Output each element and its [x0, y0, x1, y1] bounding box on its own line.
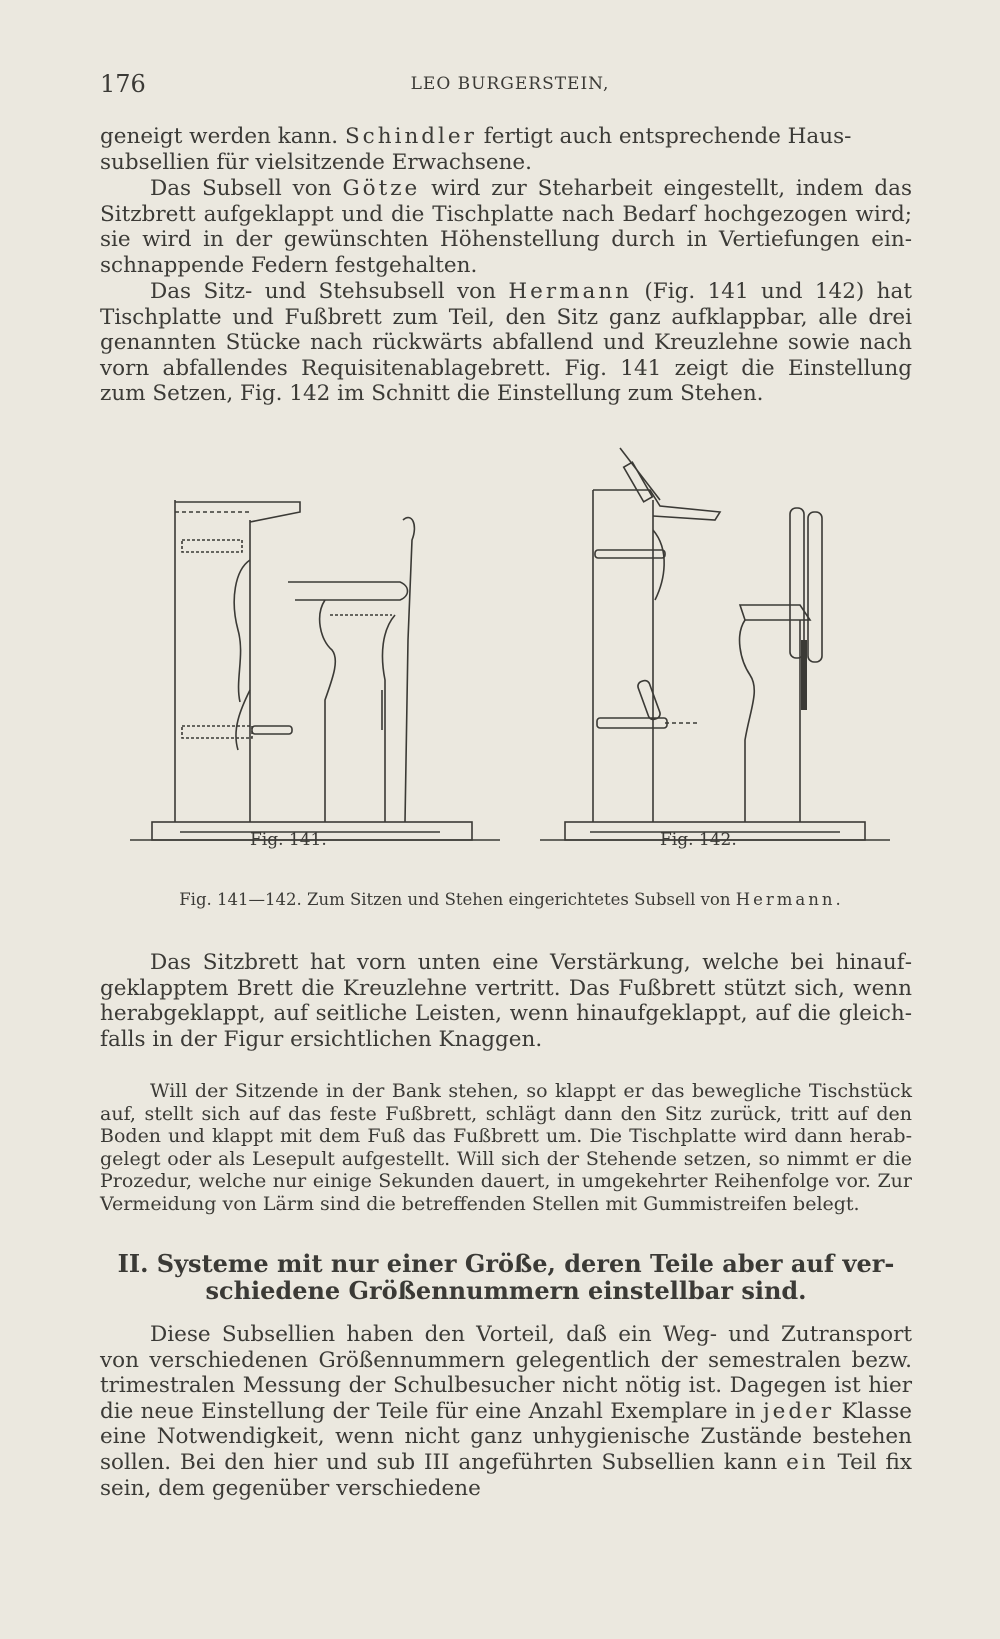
paragraph-4: Das Sitzbrett hat vorn unten eine Verstärkung, welche bei hinaufgeklapptem Brett die Kreuzlehne vertritt. Das Fußbrett stützt sich, wenn herabgeklappt, auf seitliche Leisten, wenn hinaufgeklappt, auf die gleichfalls in der Figur ersichtlichen Knaggen. — [100, 950, 912, 1052]
caption-name: Hermann — [735, 890, 836, 909]
page-header — [100, 70, 920, 100]
p6-text-e: Teil fix sein, dem gegenüber verschiedene — [100, 1449, 913, 1501]
figure-area — [100, 440, 920, 870]
caption-end: . — [835, 890, 841, 909]
p3-text-c: (Fig. 141 und 142) hat Tischplatte und Fußbrett zum Teil, den Sitz ganz aufklappbar, alle drei genannten Stücke nach rückwärts abfallend und Kreuzlehne sowie nach vorn abfallendes Requisitenablagebrett. Fig. 141 zeigt die Einstellung zum Setzen, Fig. 142 im Schnitt die Einstellung zum Stehen. — [100, 279, 912, 407]
figure-caption — [100, 890, 920, 909]
name-goetze: Götze — [342, 176, 421, 201]
paragraph-5-small-print: Will der Sitzende in der Bank stehen, so klappt er das bewegliche Tischstück auf, stellt sich auf das feste Fußbrett, schlägt dann den Sitz zurück, tritt auf den Boden und klappt mit dem Fuß das Fußbrett um. Die Tischplatte wird dann herabgelegt oder als Lesepult aufgestellt. Will sich der Stehende setzen, so nimmt er die Prozedur, welche nur einige Sekunden dauert, in umgekehrter Reihenfolge vor. Zur Vermeidung von Lärm sind die betreffenden Stellen mit Gummistreifen belegt. — [100, 1080, 912, 1215]
p1-text-c: fertigt auch entsprechende Haus- — [476, 124, 852, 149]
p2-text-c: wird zur Steharbeit eingestellt, indem das Sitzbrett aufgeklappt und die Tischplatte nach Bedarf hochgezogen wird; sie wird in der gewünschten Höhenstellung durch in Vertiefungen einschnappende Federn festgehalten. — [100, 176, 912, 278]
fig-142-label: Fig. 142. — [660, 830, 737, 850]
p1-text-a: geneigt werden kann. — [100, 124, 345, 149]
p6-emph-jeder: jeder — [762, 1398, 835, 1424]
section-title-text: Systeme mit nur einer Größe, deren Teile aber auf verschiedene Größennummern einstellbar sind. — [156, 1249, 895, 1305]
p2-text-a: Das Subsell von — [150, 176, 343, 201]
p1-line-2: subsellien für vielsitzende Erwachsene. — [100, 149, 532, 175]
p6-emph-ein: ein — [786, 1449, 829, 1475]
fig-142-drawing — [540, 448, 890, 840]
caption-text: Fig. 141—142. Zum Sitzen und Stehen eingerichtetes Subsell von — [179, 890, 736, 909]
fig-141-label: Fig. 141. — [250, 830, 327, 850]
section-heading — [100, 1250, 912, 1304]
p6-text-a: Diese Subsellien haben den Vorteil, daß ein Weg- und Zutransport von verschiedenen Größennummern gelegentlich der semestralen bezw. trimestralen Messung der Schulbesucher nicht nötig ist. Dagegen ist hier die neue Einstellung der Teile für eine Anzahl Exemplare in — [100, 1322, 912, 1424]
paragraph-1 — [100, 124, 912, 175]
section-number: II. — [117, 1249, 149, 1278]
bench-drawings — [100, 440, 920, 870]
running-head: LEO BURGERSTEIN, — [410, 74, 610, 94]
page-number: 176 — [100, 70, 146, 98]
name-schindler: Schindler — [344, 124, 477, 149]
p3-text-a: Das Sitz- und Stehsubsell von — [150, 279, 509, 304]
fig-141-drawing — [130, 500, 500, 840]
p6-text-c: Klasse eine Notwendigkeit, wenn nicht ganz unhygienische Zustände bestehen sollen. Bei den hier und sub III angeführten Subsellien kann — [100, 1398, 912, 1475]
paragraph-2 — [100, 176, 912, 278]
paragraph-6 — [100, 1322, 912, 1501]
name-hermann: Hermann — [508, 279, 633, 304]
paragraph-3 — [100, 279, 912, 407]
